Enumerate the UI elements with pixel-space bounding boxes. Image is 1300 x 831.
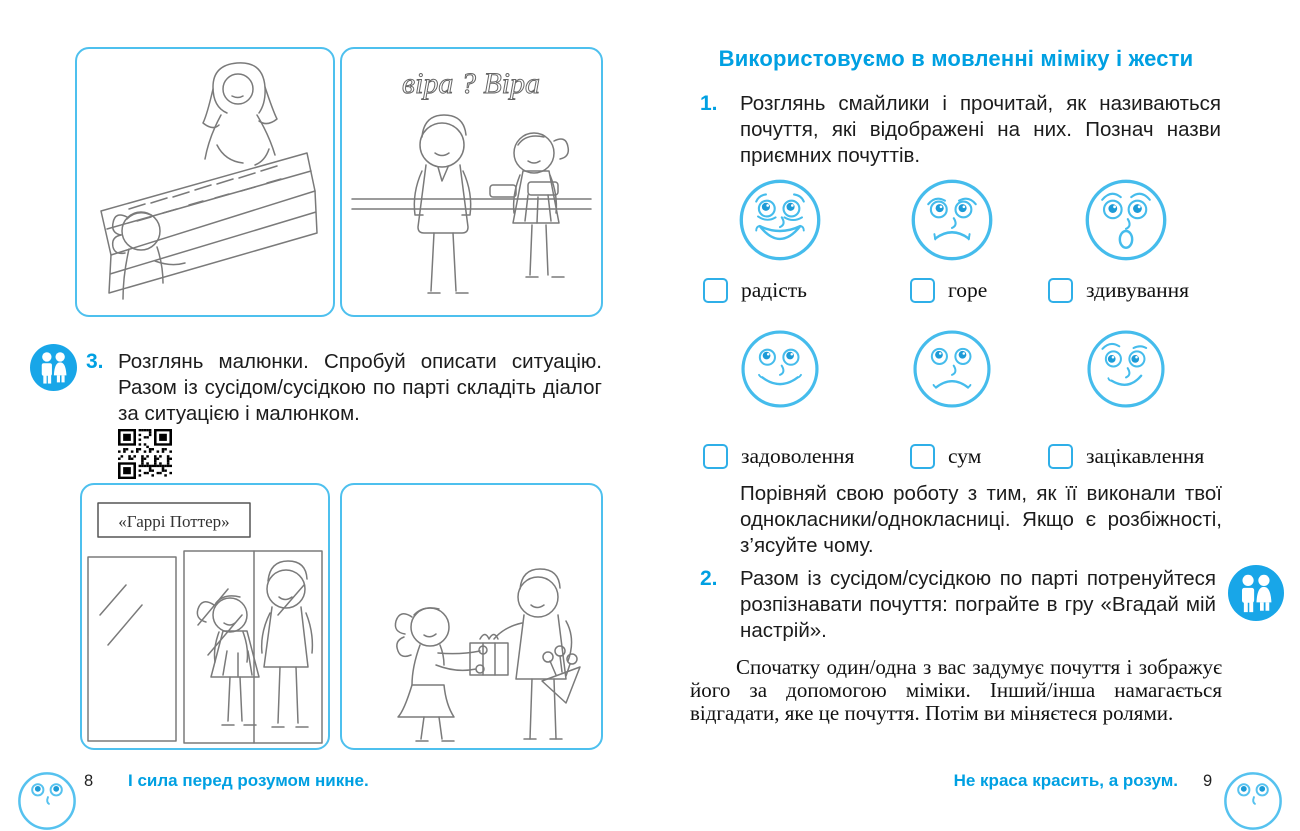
checkbox-contentment[interactable] [703, 444, 728, 469]
task3-text: Розглянь малюнки. Спробуй описати ситуацію. Разом із сусідом/сусідкою по парті складіть діалог за ситуацією і малюнком. [118, 350, 602, 425]
checkbox-joy[interactable] [703, 278, 728, 303]
task2-number: 2. [700, 567, 718, 590]
feeling-label-surprise: здивування [1086, 278, 1190, 302]
smiley-interest-icon [1084, 327, 1168, 411]
checkbox-sadness[interactable] [910, 444, 935, 469]
task1-text: Розглянь смайлики і прочитай, як називаються почуття, які відображені на них. Познач назви приємних почуттів. [740, 92, 1221, 167]
smiley-grief-icon [908, 176, 996, 264]
feeling-item-surprise [1048, 278, 1189, 303]
checkbox-grief[interactable] [910, 278, 935, 303]
task2-detail-text: Спочатку один/одна з вас задумує почуття і зображує його за допомогою міміки. Інший/інша намагається відгадати, яке це почуття. Потім ви міняєтеся ролями. [690, 655, 1222, 725]
task3-number: 3. [86, 350, 104, 373]
feeling-item-interest [1048, 444, 1204, 469]
counter-scene-drawing [77, 49, 333, 315]
smiley-surprise-icon [1082, 176, 1170, 264]
page-title: Використовуємо в мовленні міміку і жести [718, 46, 1194, 71]
illustration-dialogue-scene [340, 47, 603, 317]
checkbox-surprise[interactable] [1048, 278, 1073, 303]
feeling-item-grief [910, 278, 987, 303]
cinema-scene-drawing [82, 485, 328, 748]
page-number-right: 9 [1203, 772, 1213, 790]
illustration-gift-scene [340, 483, 603, 750]
page-number-left: 8 [84, 772, 94, 790]
smiley-joy-icon [736, 176, 824, 264]
dialogue-caption: віра ? Віра [401, 67, 541, 100]
corner-smiley-icon [16, 769, 78, 831]
feeling-label-interest: зацікавлення [1086, 444, 1205, 468]
smiley-sadness-icon [910, 327, 994, 411]
feeling-label-sadness: сум [948, 444, 982, 468]
poster-caption: «Гаррі Поттер» [118, 512, 230, 531]
dialogue-scene-drawing [342, 49, 601, 315]
smiley-contentment-icon [738, 327, 822, 411]
pair-work-icon [30, 344, 77, 391]
task2-text: Разом із сусідом/сусідкою по парті потренуйтеся розпізнавати почуття: пограйте в гру «Вгадай мій настрій». [740, 567, 1216, 642]
task1-followup-text: Порівняй свою роботу з тим, як її виконали твої однокласники/однокласниці. Якщо є розбіжності, з’ясуйте чому. [740, 482, 1222, 557]
feeling-item-joy [703, 278, 807, 303]
qr-code-icon [118, 429, 172, 479]
feeling-item-sadness [910, 444, 981, 469]
feeling-item-contentment [703, 444, 854, 469]
checkbox-interest[interactable] [1048, 444, 1073, 469]
gift-scene-drawing [342, 485, 601, 748]
illustration-counter-scene [75, 47, 335, 317]
feeling-label-contentment: задоволення [741, 444, 855, 468]
task1-number: 1. [700, 92, 718, 115]
feeling-label-joy: радість [741, 278, 807, 302]
proverb-left: І сила перед розумом никне. [128, 771, 369, 790]
pair-work-icon [1228, 565, 1284, 621]
proverb-right: Не краса красить, а розум. [953, 771, 1178, 790]
corner-smiley-icon [1222, 769, 1284, 831]
illustration-cinema-scene [80, 483, 330, 750]
feeling-label-grief: горе [948, 278, 988, 302]
